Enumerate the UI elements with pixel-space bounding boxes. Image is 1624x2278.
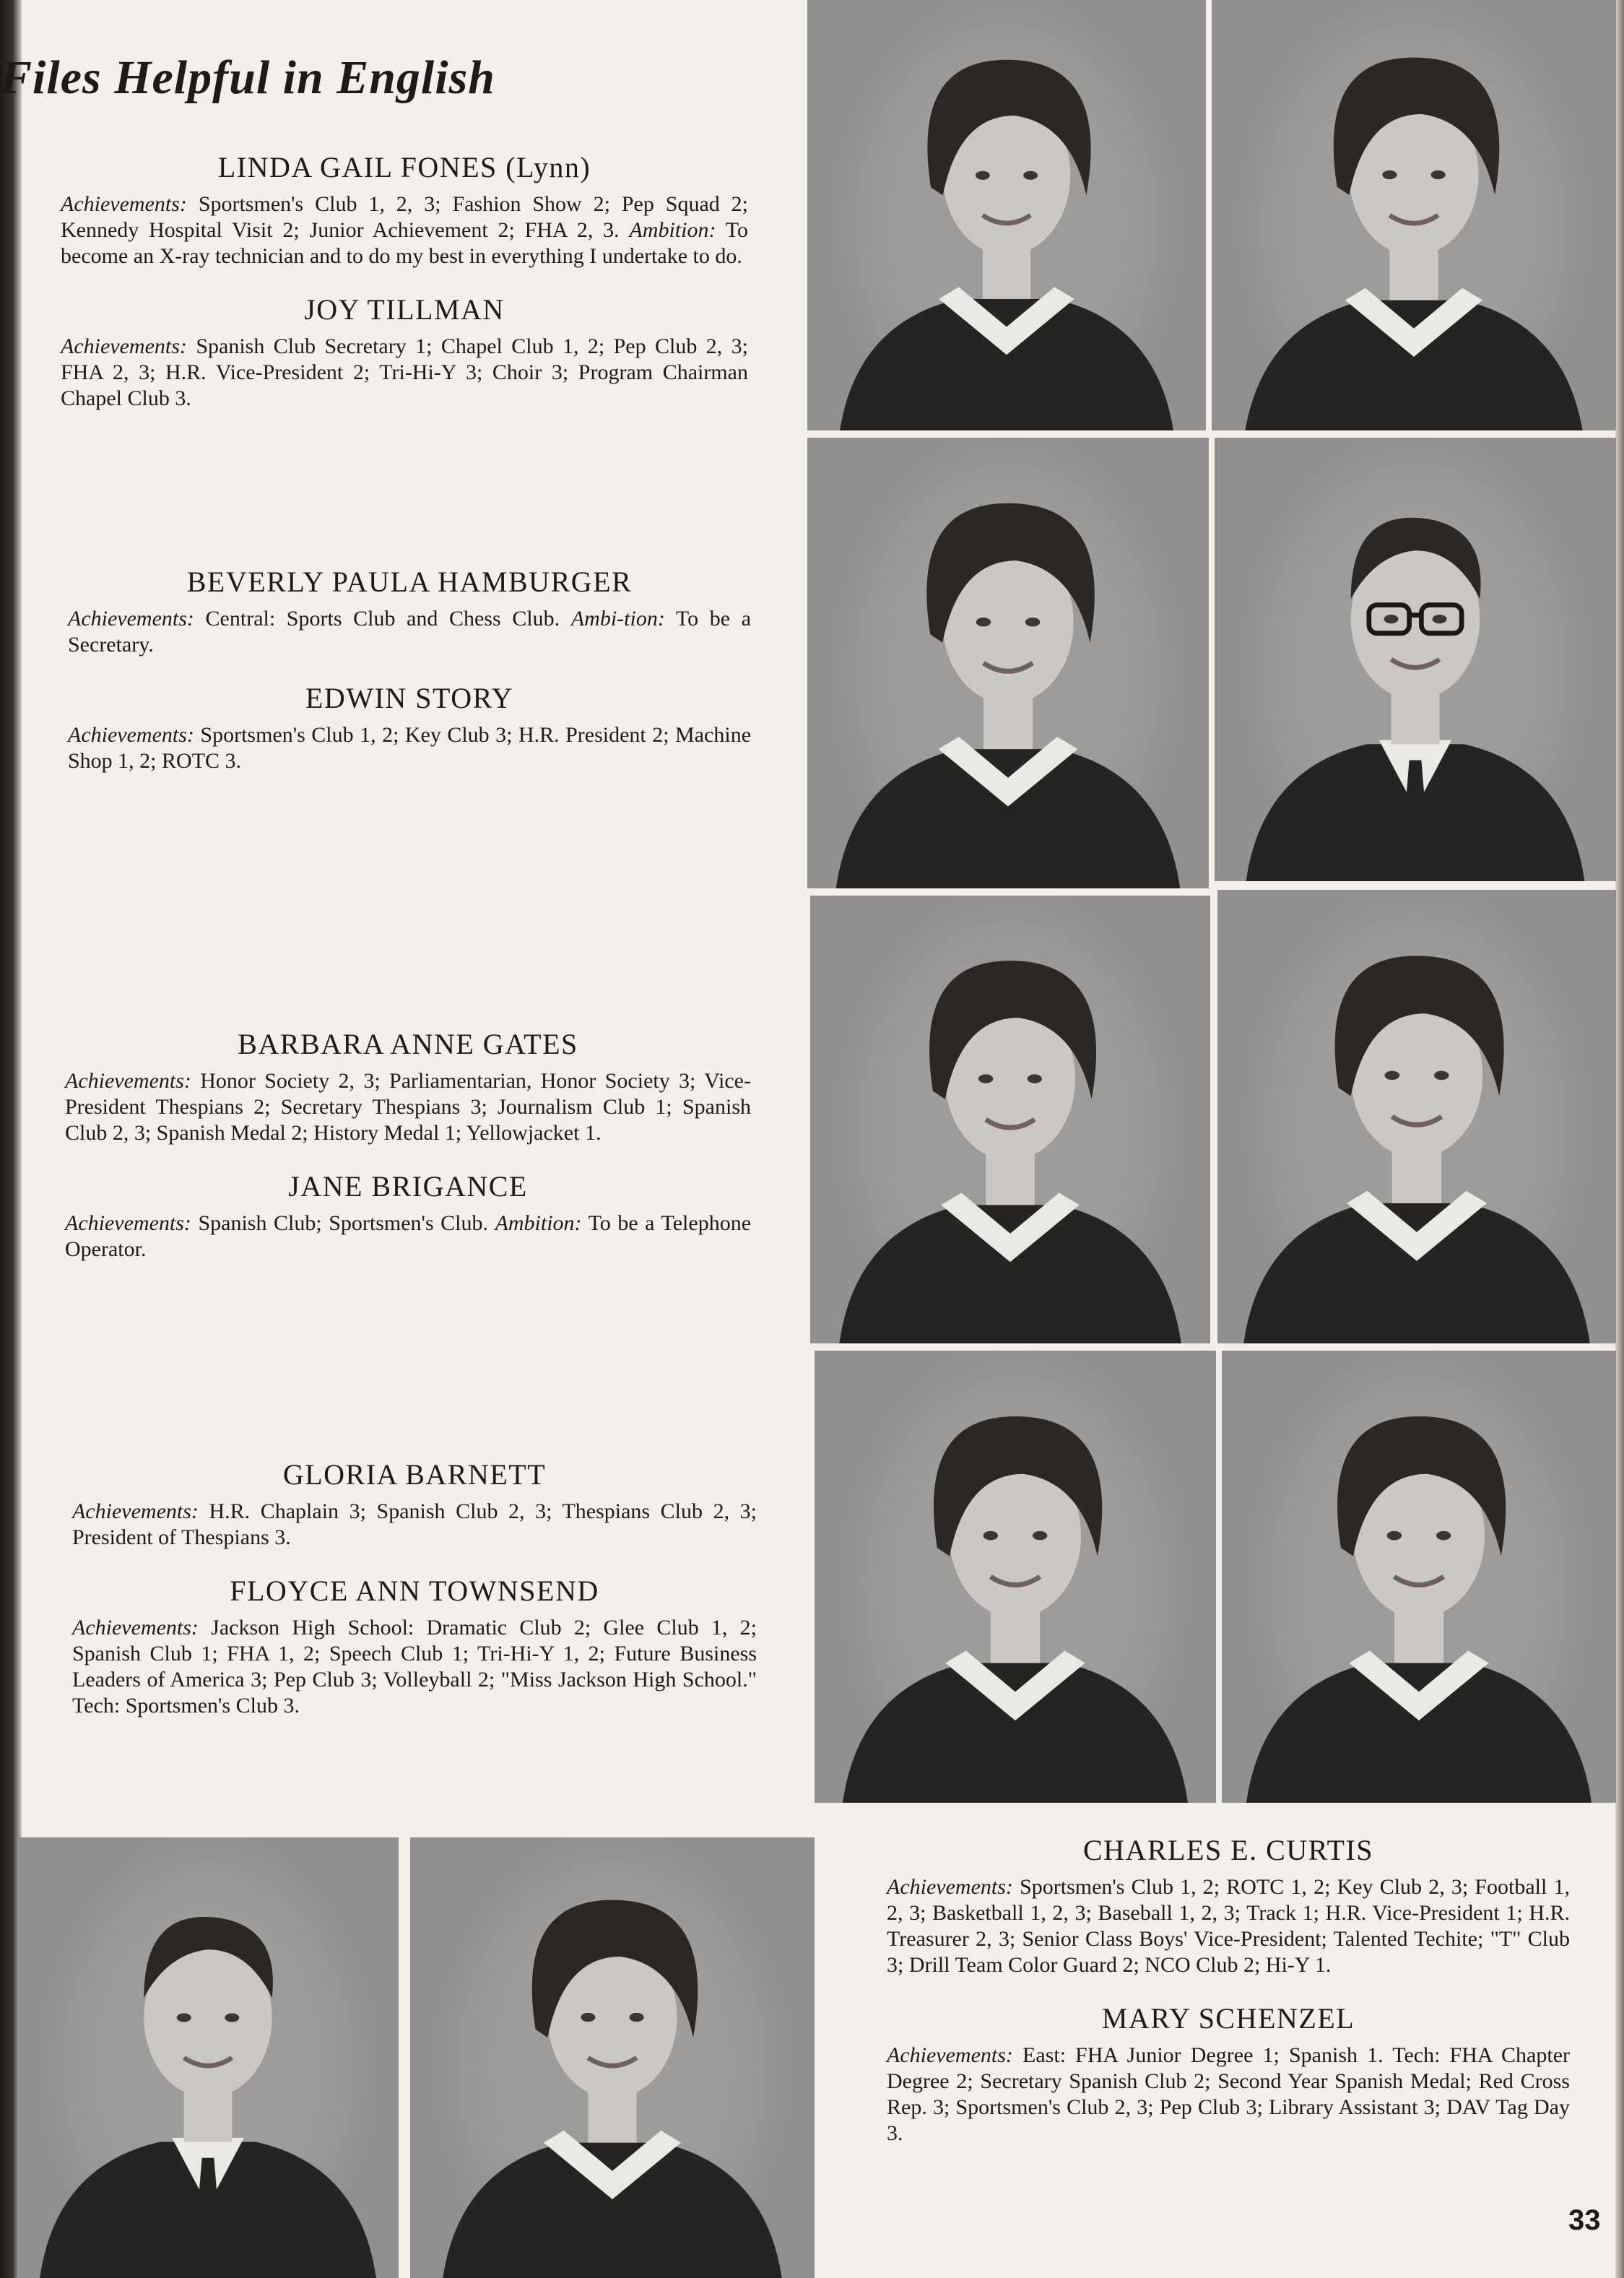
student-portrait-icon <box>1222 1351 1616 1803</box>
achievements-label: Achievements: <box>887 1875 1013 1899</box>
student-photo <box>1215 438 1616 881</box>
student-photo <box>807 0 1206 430</box>
student-bio <box>61 334 748 412</box>
student-bio <box>68 722 751 774</box>
student-portrait-icon <box>1215 438 1616 881</box>
achievements-label: Achievements: <box>68 723 194 747</box>
student-bio <box>887 2043 1570 2147</box>
student-bio <box>72 1499 757 1551</box>
achievements-text: Jackson High School: Dramatic Club 2; Glee Club 1, 2; Spanish Club 1; FHA 1, 2; Speech Club 1; Tri-Hi-Y 1, 2; Future Business Leaders of America 3; Pep Club 3; Volleyball 2; "Miss Jackson High School." Tech: Sportsmen's Club 3. <box>72 1616 757 1718</box>
achievements-text: East: FHA Junior Degree 1; Spanish 1. Tech: FHA Chapter Degree 2; Secretary Spanish Club 2; Second Year Spanish Medal; Red Cross Rep. 3; Sportsmen's Club 2, 3; Pep Club 3; Library Assistant 3; DAV Tag Day 3. <box>887 2043 1570 2145</box>
student-photo <box>810 896 1210 1343</box>
achievements-text: Sportsmen's Club 1, 2, 3; Fashion Show 2; Pep Squad 2; Kennedy Hospital Visit 2; Junior Achievement 2; FHA 2, 3. <box>61 192 748 242</box>
ambition-label: Ambition: <box>629 218 716 242</box>
page-title: Files Helpful in English <box>0 51 495 104</box>
ambition-text: To become an X-ray technician and to do my best in everything I undertake to do. <box>61 218 748 268</box>
page-edge <box>1615 0 1624 2278</box>
student-photo <box>1217 890 1616 1343</box>
ambition-label: Ambition: <box>495 1211 582 1235</box>
ambition-text: To be a Telephone Operator. <box>65 1211 752 1261</box>
ambition-text: To be a Secretary. <box>68 607 752 657</box>
page-number: 33 <box>1568 2204 1601 2236</box>
achievements-text: Sportsmen's Club 1, 2; Key Club 3; H.R. President 2; Machine Shop 1, 2; ROTC 3. <box>68 723 752 773</box>
achievements-label: Achievements: <box>887 2043 1013 2067</box>
achievements-text: H.R. Chaplain 3; Spanish Club 2, 3; Thespians Club 2, 3; President of Thespians 3. <box>72 1499 757 1549</box>
student-bio <box>65 1211 751 1263</box>
achievements-label: Achievements: <box>61 334 187 358</box>
student-portrait-icon <box>807 0 1206 430</box>
student-portrait-icon <box>1212 0 1616 430</box>
achievements-label: Achievements: <box>65 1211 191 1235</box>
student-name: JANE BRIGANCE <box>288 1170 528 1203</box>
student-name: EDWIN STORY <box>305 682 513 714</box>
student-bio <box>68 606 751 658</box>
student-portrait-icon <box>815 1351 1216 1803</box>
student-name: FLOYCE ANN TOWNSEND <box>230 1575 599 1607</box>
student-name: CHARLES E. CURTIS <box>1082 1834 1374 1866</box>
student-name: GLORIA BARNETT <box>282 1458 547 1491</box>
student-photo <box>17 1837 399 2278</box>
student-name: LINDA GAIL FONES (Lynn) <box>217 151 591 183</box>
student-photo <box>1222 1351 1616 1803</box>
student-name: BARBARA ANNE GATES <box>238 1028 578 1060</box>
student-portrait-icon <box>807 438 1209 888</box>
ambition-label: Ambi-tion: <box>570 607 665 631</box>
student-name: MARY SCHENZEL <box>1101 2002 1355 2035</box>
achievements-label: Achievements: <box>61 192 187 216</box>
student-bio <box>65 1068 751 1146</box>
student-portrait-icon <box>410 1837 815 2278</box>
student-photo <box>410 1837 815 2278</box>
student-photo <box>807 438 1209 888</box>
achievements-label: Achievements: <box>65 1069 191 1093</box>
achievements-label: Achievements: <box>72 1616 199 1640</box>
student-name: BEVERLY PAULA HAMBURGER <box>186 566 633 598</box>
achievements-label: Achievements: <box>72 1499 199 1523</box>
student-name: JOY TILLMAN <box>304 293 505 326</box>
student-bio <box>61 191 748 269</box>
achievements-text: Spanish Club; Sportsmen's Club. <box>198 1211 489 1235</box>
bio-pair-1 <box>61 150 748 435</box>
achievements-label: Achievements: <box>68 607 194 631</box>
student-portrait-icon <box>17 1837 399 2278</box>
bio-pair-4 <box>72 1458 757 1742</box>
student-portrait-icon <box>810 896 1210 1343</box>
achievements-text: Spanish Club Secretary 1; Chapel Club 1, 2; Pep Club 2, 3; FHA 2, 3; H.R. Vice-President 2; Tri-Hi-Y 3; Choir 3; Program Chairman Chapel Club 3. <box>61 334 748 410</box>
bio-pair-3 <box>65 1027 751 1286</box>
bio-pair-5 <box>887 1833 1570 2170</box>
achievements-text: Honor Society 2, 3; Parliamentarian, Honor Society 3; Vice-President Thespians 2; Secretary Thespians 3; Journalism Club 1; Spanish Club 2, 3; Spanish Medal 2; History Medal 1; Yellowjacket 1. <box>65 1069 751 1145</box>
achievements-text: Central: Sports Club and Chess Club. <box>205 607 560 631</box>
student-photo <box>1212 0 1616 430</box>
student-bio <box>887 1874 1570 1978</box>
student-photo <box>815 1351 1216 1803</box>
bio-pair-2 <box>68 565 751 797</box>
achievements-text: Sportsmen's Club 1, 2; ROTC 1, 2; Key Club 2, 3; Football 1, 2, 3; Basketball 1, 2, 3; Baseball 1, 2, 3; Track 1; H.R. Vice-President 1; H.R. Treasurer 2, 3; Senior Class Boys' Vice-President; Talented Techite; "T" Club 3; Drill Team Color Guard 2; NCO Club 2; Hi-Y 1. <box>887 1875 1570 1977</box>
student-portrait-icon <box>1217 890 1616 1343</box>
student-bio <box>72 1615 757 1719</box>
